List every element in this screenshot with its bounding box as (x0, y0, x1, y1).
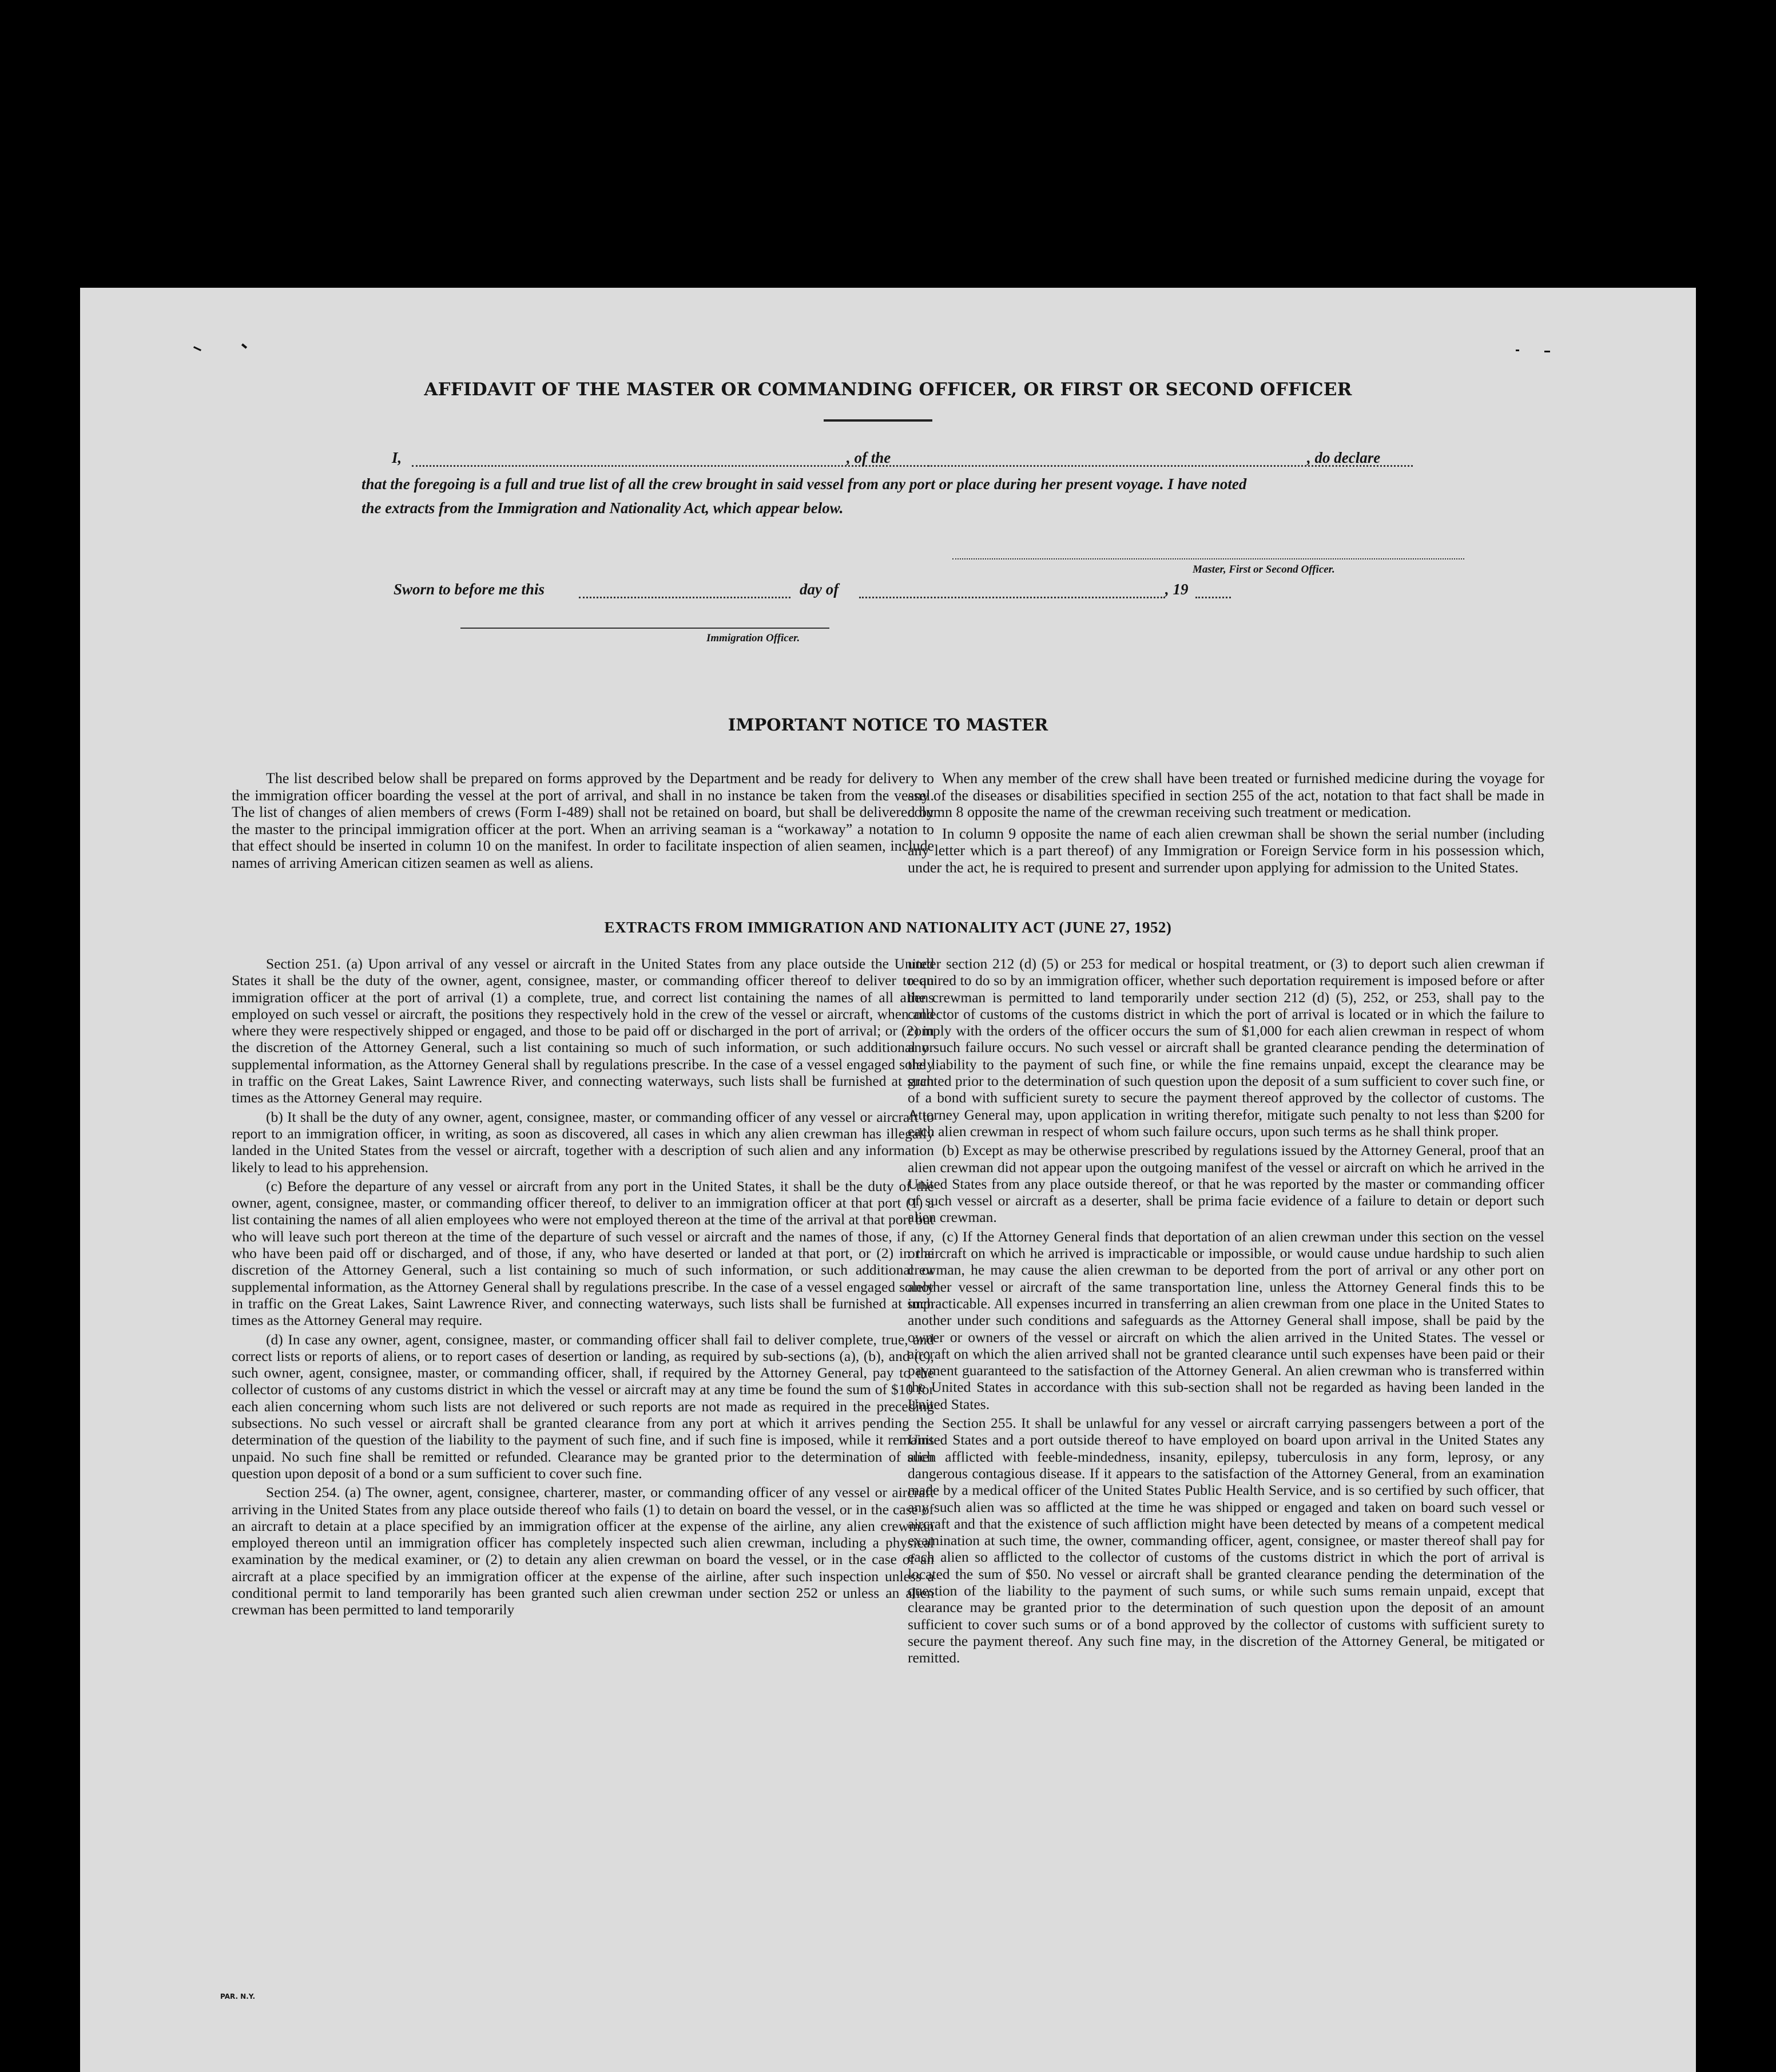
section-255: Section 255. It shall be unlawful for any vessel or aircraft carrying passengers between a port of the United States and a port outside thereof to have employed on board upon arrival in the United States any alien afflicted with feeble-mindedness, insanity, epilepsy, tuberculosis in any form, leprosy, or any dangerous contagious disease. If it appears to the satisfaction of the Attorney General, from an examination made by a medical officer of the United States Public Health Service, and is so certified by such officer, that any such alien was so afflicted at the time he was shipped or engaged and taken on board such vessel or aircraft and that the existence of such affliction might have been detected by means of a competent medical examination at such time, the owner, commanding officer, agent, consignee, or master thereof shall pay for each alien so afflicted to the collector of customs of the customs district in which the port of arrival is located the sum of $50. No vessel or aircraft shall be granted clearance pending the determination of the question of the liability to the payment of such sums, or while such sums remain unpaid, except that clearance may be granted prior to the determination of such question upon the deposit of an amount sufficient to cover such sums or of a bond approved by the collector of customs with sufficient surety to secure the payment thereof. Any such fine may, in the discretion of the Attorney General, be mitigated or remitted. (908, 1415, 1544, 1666)
section-254-a-continued: under section 212 (d) (5) or 253 for medical or hospital treatment, or (3) to deport such alien crewman if required to do so by an immigration officer, whether such deportation requirement is imposed before or after the crewman is permitted to land temporarily under section 212 (d) (5), 252, or 253, shall pay to the collector of customs of the customs district in which the port of arrival is located or in which the failure to comply with the orders of the officer occurs the sum of $1,000 for each alien crewman in respect of whom any such failure occurs. No such vessel or aircraft shall be granted clearance pending the determination of the liability to the payment of such fine, or while the fine remains unpaid, except the clearance may be granted prior to the determination of such question upon the deposit of a sum sufficient to cover such fine, or of a bond with sufficient surety to secure the payment thereof approved by the collector of customs. The Attorney General may, upon application in writing therefor, mitigate such penalty to not less than $200 for each alien crewman in respect of whom such failure occurs, upon such terms as he shall think proper. (908, 955, 1544, 1140)
notice-right-column (908, 770, 1544, 878)
notice-right-paragraph-2: In column 9 opposite the name of each alien crewman shall be shown the serial number (including any letter which is a part thereof) of any Immigration or Foreign Service form in his possession which, under the act, he is required to present and surrender upon applying for admission to the United States. (908, 825, 1544, 876)
sworn-year-field[interactable] (1195, 597, 1231, 598)
master-signature-field[interactable] (952, 558, 1464, 559)
extracts-right-column (908, 955, 1544, 1668)
year-label: , 19 (1165, 581, 1189, 598)
declare-label: , do declare (1307, 449, 1381, 466)
scan-mark-left-2 (241, 343, 247, 348)
sworn-date-field[interactable] (579, 597, 790, 598)
title-underline (824, 419, 932, 422)
scan-mark-right-2 (1516, 350, 1519, 351)
immigration-officer-label: Immigration Officer. (706, 632, 800, 644)
notice-left-column (232, 770, 934, 874)
section-251-c: (c) Before the departure of any vessel or aircraft from any port in the United States, it shall be the duty of the owner, agent, consignee, master, or commanding officer thereof, to deliver to an immigration officer at that port (1) a list containing the names of all alien employees who were not employed thereon at the time of the arrival at that port but who will leave such port thereon at the time of the departure of such vessel or aircraft and the names of those, if any, who have been paid off or discharged, and of those, if any, who have deserted or landed at that port, or (2) in the discretion of the Attorney General, such a list containing so much of such information, or such additional or supplemental information, as the Attorney General shall by regulations prescribe. In the case of a vessel engaged solely in traffic on the Great Lakes, Saint Lawrence River, and connecting waterways, such lists shall be furnished at such times as the Attorney General may require. (232, 1177, 934, 1329)
sworn-month-field[interactable] (859, 597, 1165, 598)
scan-mark-left (193, 346, 201, 351)
day-of-label: day of (800, 581, 839, 598)
declaration-line-3: the extracts from the Immigration and Nationality Act, which appear below. (361, 499, 844, 517)
notice-left-paragraph: The list described below shall be prepared on forms approved by the Department and be ready for delivery to the immigration officer boarding the vessel at the port of arrival, and shall in no instance be taken from the vessel. The list of changes of alien members of crews (Form I-489) shall not be retained on board, but shall be delivered by the master to the principal immigration officer at the port. When an arriving seaman is a “workaway” a notation to that effect should be inserted in column 10 on the manifest. In order to facilitate inspection of alien seamen, include names of arriving American citizen seamen as well as aliens. (232, 770, 934, 871)
scan-mark-right (1544, 351, 1550, 352)
section-251-d: (d) In case any owner, agent, consignee, master, or commanding officer shall fail to deliver complete, true, and correct lists or reports of aliens, or to report cases of desertion or landing, as required by sub-sections (a), (b), and (c), such owner, agent, consignee, master, or commanding officer, shall, if required by the Attorney General, pay to the collector of customs of any customs district in which the vessel or aircraft may at any time be found the sum of $10 for each alien concerning whom such lists are not delivered or such reports are not made as required in the preceding subsections. No such vessel or aircraft shall be granted clearance from any port at which it arrives pending the determination of the question of the liability to the payment of such fine, and if such fine is imposed, while it remains unpaid. No such fine shall be remitted or refunded. Clearance may be granted prior to the determination of such question upon deposit of a bond or a sum sufficient to cover such fine. (232, 1331, 934, 1482)
section-254-a: Section 254. (a) The owner, agent, consignee, charterer, master, or commanding officer of any vessel or aircraft arriving in the United States from any place outside thereof who fails (1) to detain on board the vessel, or in the case of an aircraft to detain at a place specified by an immigration officer at the expense of the airline, any alien crewman employed thereon until an immigration officer has completely inspected such alien crewman, including a physical examination by the medical examiner, or (2) to detain any alien crewman on board the vessel, or in the case of an aircraft at a place specified by an immigration officer at the expense of the airline, after such inspection unless a conditional permit to land temporarily has been granted such alien crewman under section 252 or unless an alien crewman has been permitted to land temporarily (232, 1484, 934, 1618)
affidavit-title: AFFIDAVIT OF THE MASTER OR COMMANDING OFFICER, OR FIRST OR SECOND OFFICER (424, 379, 1352, 400)
section-254-c: (c) If the Attorney General finds that deportation of an alien crewman under this section on the vessel or aircraft on which he arrived is impracticable or impossible, or would cause undue hardship to such alien crewman, he may cause the alien crewman to be deported from the port of arrival or any other port on another vessel or aircraft of the same transportation line, unless the Attorney General finds this to be impracticable. All expenses incurred in transferring an alien crewman from one place in the United States to another under such conditions and safeguards as the Attorney General shall impose, shall be paid by the owner or owners of the vessel or aircraft on which the alien arrived in the United States. The vessel or aircraft on which the alien arrived shall not be granted clearance until such expenses have been paid or their payment guaranteed to the satisfaction of the Attorney General. An alien crewman who is transferred within the United States in accordance with this sub-section shall not be regarded as having been landed in the United States. (908, 1228, 1544, 1412)
printer-mark: PAR. N.Y. (220, 1992, 256, 2000)
master-signature-label: Master, First or Second Officer. (1193, 563, 1335, 575)
notice-right-paragraph-1: When any member of the crew shall have been treated or furnished medicine during the voyage for any of the diseases or disabilities specified in section 255 of the act, notation to that fact shall be made in column 8 opposite the name of the crewman receiving such treatment or medication. (908, 770, 1544, 820)
document-page (80, 288, 1696, 2072)
section-251-a: Section 251. (a) Upon arrival of any vessel or aircraft in the United States from any place outside the United States it shall be the duty of the owner, agent, consignee, master, or commanding officer thereof to deliver to an immigration officer at the port of arrival (1) a complete, true, and correct list containing the names of all aliens employed on such vessel or aircraft, the positions they respectively hold in the crew of the vessel or aircraft, when and where they were respectively shipped or engaged, and those to be paid off or discharged in the port of arrival; or (2) in the discretion of the Attorney General, such a list containing so much of such information, or such additional or supplemental information, as the Attorney General shall by regulations prescribe. In the case of a vessel engaged solely in traffic on the Great Lakes, Saint Lawrence River, and connecting waterways, such lists shall be furnished at such times as the Attorney General may require. (232, 955, 934, 1106)
declaration-line-2: that the foregoing is a full and true list of all the crew brought in said vessel from any port or place during her present voyage. I have noted (361, 475, 1247, 493)
extracts-title: EXTRACTS FROM IMMIGRATION AND NATIONALITY ACT (JUNE 27, 1952) (604, 919, 1172, 936)
immigration-officer-signature-field[interactable] (460, 628, 829, 629)
section-251-b: (b) It shall be the duty of any owner, agent, consignee, master, or commanding officer of any vessel or aircraft to report to an immigration officer, in writing, as soon as discovered, all cases in which any alien crewman has illegally landed in the United States from the vessel or aircraft, together with a description of such alien and any information likely to lead to his apprehension. (232, 1108, 934, 1176)
sworn-label: Sworn to before me this (394, 581, 545, 598)
notice-title: IMPORTANT NOTICE TO MASTER (728, 715, 1048, 735)
vessel-of-label: , of the (847, 449, 891, 466)
extracts-left-column (232, 955, 934, 1621)
declarant-label: I, (392, 449, 402, 466)
section-254-b: (b) Except as may be otherwise prescribed by regulations issued by the Attorney General, proof that an alien crewman did not appear upon the outgoing manifest of the vessel or aircraft on which he arrived in the United States from any place outside thereof, or that he was reported by the master or commanding officer of such vessel or aircraft as a deserter, shall be prima facie evidence of a failure to detain or deport such alien crewman. (908, 1142, 1544, 1226)
